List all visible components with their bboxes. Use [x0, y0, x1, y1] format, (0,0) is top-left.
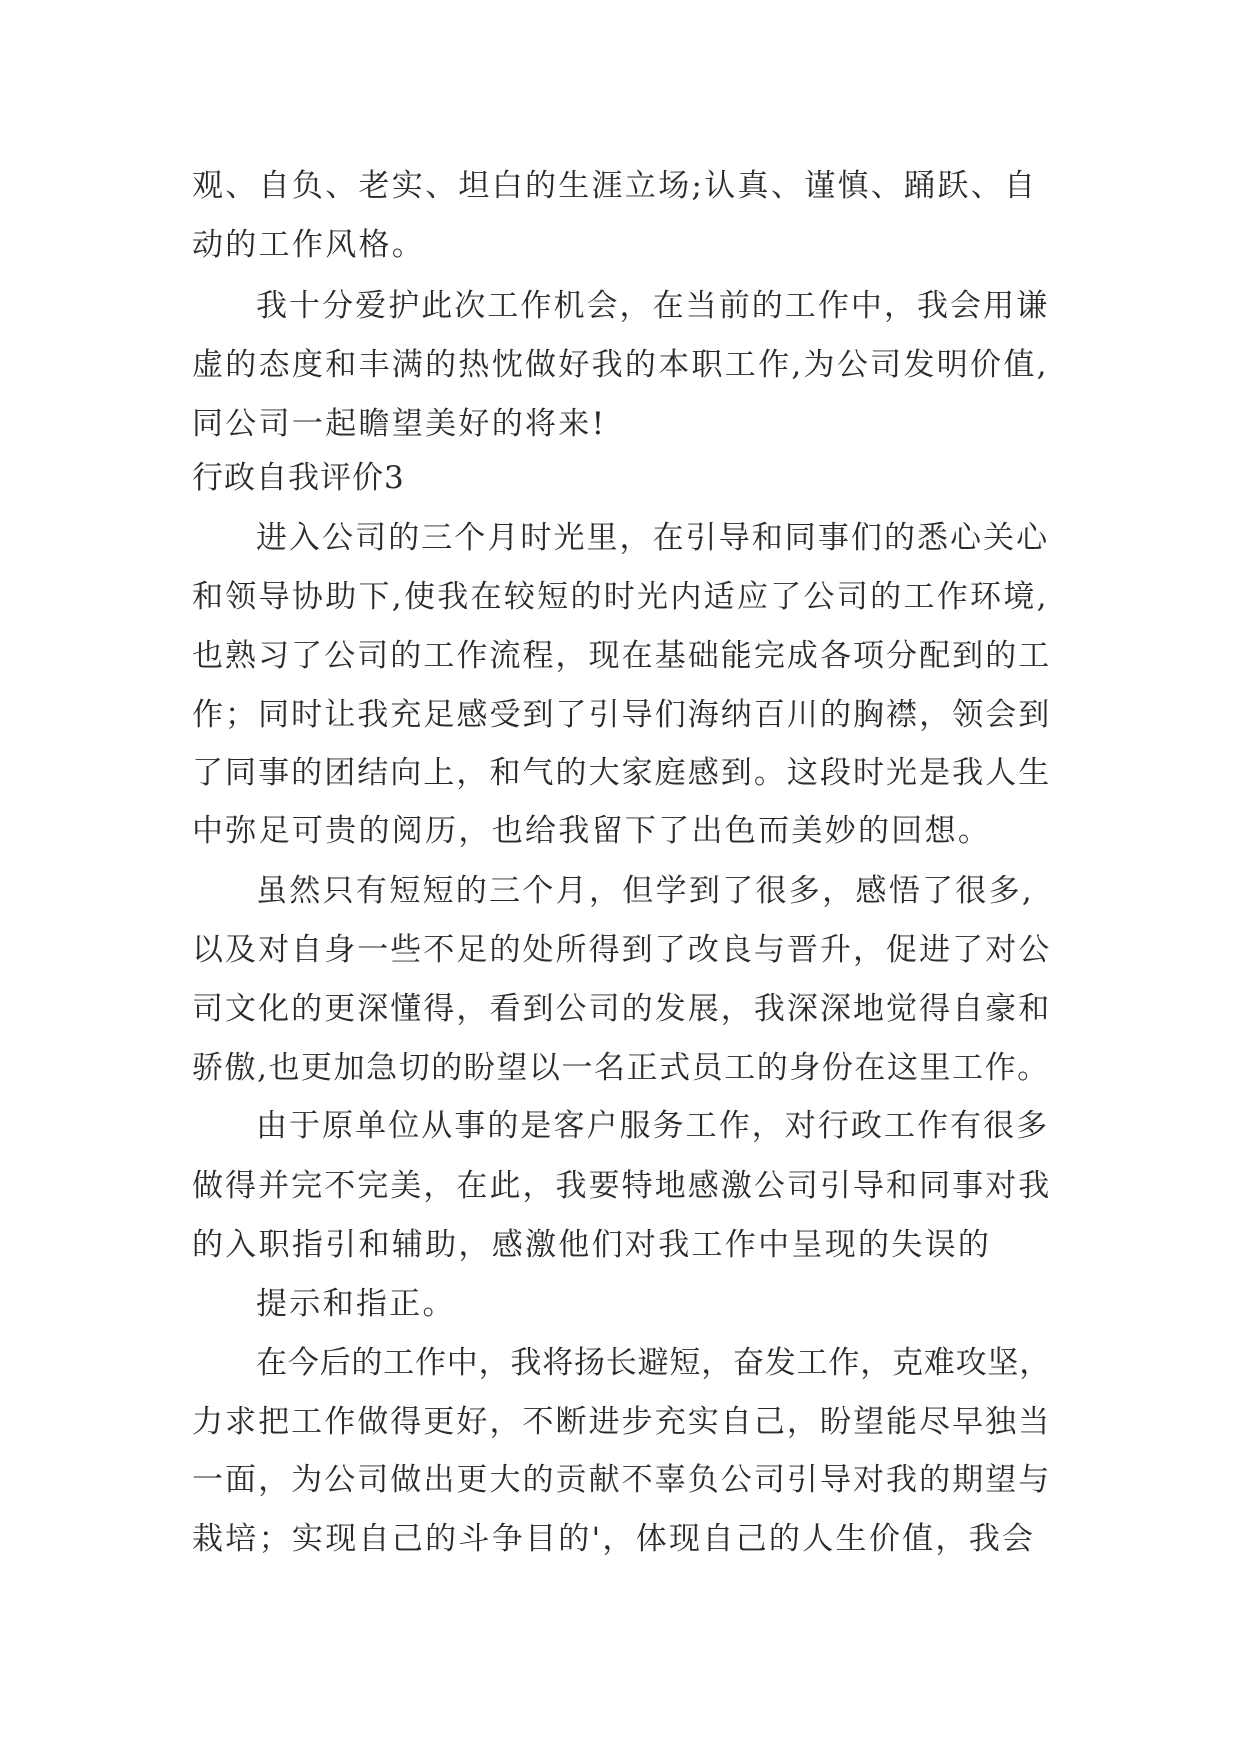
- text-line: 观、自负、老实、坦白的生涯立场;认真、谨慎、踊跃、自: [192, 168, 1038, 204]
- text-line: 栽培；实现自己的斗争目的'，体现自己的人生价值，我会: [192, 1521, 1036, 1557]
- text-line: 同公司一起瞻望美好的将来!: [192, 406, 607, 442]
- text-line: 一面，为公司做出更大的贡献不辜负公司引导对我的期望与: [192, 1462, 1052, 1498]
- text-line: 和领导协助下,使我在较短的时光内适应了公司的工作环境,: [192, 579, 1049, 615]
- text-line: 了同事的团结向上，和气的大家庭感到。这段时光是我人生: [192, 755, 1052, 791]
- text-line: 虚的态度和丰满的热忱做好我的本职工作,为公司发明价值,: [192, 347, 1049, 383]
- paragraph-first-line: 在今后的工作中，我将扬长避短，奋发工作，克难攻坚，: [256, 1345, 1051, 1381]
- paragraph-first-line: 进入公司的三个月时光里，在引导和同事们的悉心关心: [256, 520, 1050, 556]
- text-line: 司文化的更深懂得，看到公司的发展，我深深地觉得自豪和: [192, 991, 1052, 1027]
- section-heading: 行政自我评价3: [192, 460, 405, 496]
- text-line: 作；同时让我充足感受到了引导们海纳百川的胸襟，领会到: [192, 697, 1052, 733]
- paragraph-first-line: 虽然只有短短的三个月，但学到了很多，感悟了很多,: [256, 873, 1035, 909]
- paragraph-first-line: 提示和指正。: [256, 1286, 456, 1322]
- text-line: 中弥足可贵的阅历，也给我留下了出色而美妙的回想。: [192, 813, 992, 849]
- text-line: 骄傲,也更加急切的盼望以一名正式员工的身份在这里工作。: [192, 1050, 1050, 1086]
- text-line: 力求把工作做得更好，不断进步充实自己，盼望能尽早独当: [192, 1404, 1052, 1440]
- text-line: 做得并完不完美，在此，我要特地感激公司引导和同事对我: [192, 1168, 1052, 1204]
- paragraph-first-line: 由于原单位从事的是客户服务工作，对行政工作有很多: [256, 1108, 1050, 1144]
- text-line: 动的工作风格。: [192, 227, 426, 263]
- text-line: 以及对自身一些不足的处所得到了改良与晋升，促进了对公: [192, 932, 1052, 968]
- paragraph-first-line: 我十分爱护此次工作机会，在当前的工作中，我会用谦: [256, 288, 1050, 324]
- text-line: 也熟习了公司的工作流程，现在基础能完成各项分配到的工: [192, 638, 1052, 674]
- text-line: 的入职指引和辅助，感激他们对我工作中呈现的失误的: [192, 1227, 992, 1263]
